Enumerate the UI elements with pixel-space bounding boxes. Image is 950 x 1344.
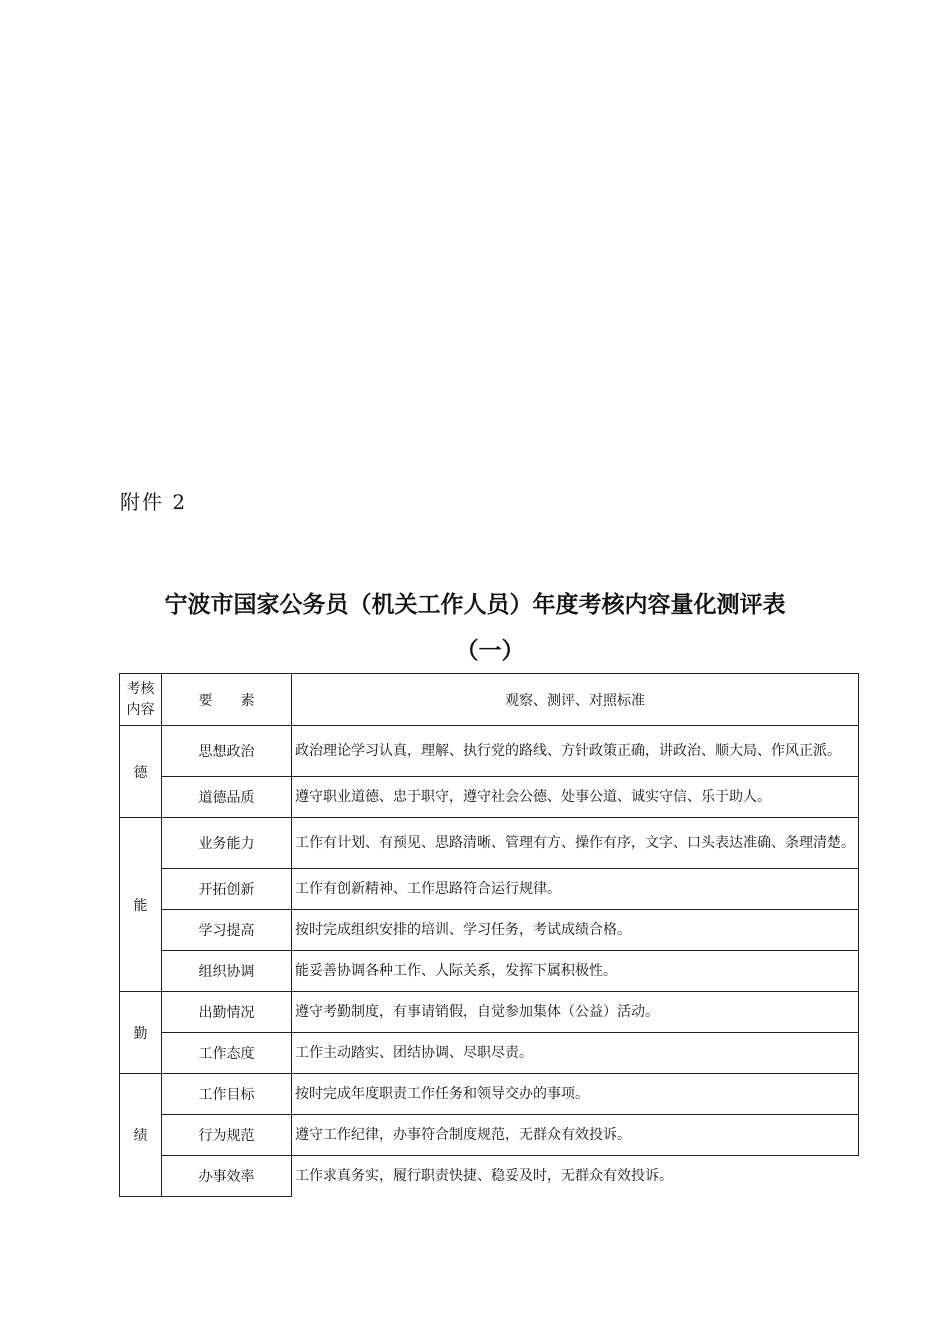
- standard-cell: 遵守考勤制度，有事请销假，自觉参加集体（公益）活动。: [292, 992, 859, 1033]
- header-category-text: 考核内容: [126, 680, 155, 718]
- attachment-label: 附件 2: [120, 490, 188, 514]
- factor-cell: 开拓创新: [162, 869, 292, 910]
- standard-cell: 工作主动踏实、团结协调、尽职尽责。: [292, 1033, 859, 1074]
- header-standard: 观察、测评、对照标准: [292, 674, 859, 726]
- standard-cell: 能妥善协调各种工作、人际关系，发挥下属积极性。: [292, 951, 859, 992]
- factor-cell: 工作态度: [162, 1033, 292, 1074]
- table-row: [120, 818, 859, 869]
- factor-cell: 出勤情况: [162, 992, 292, 1033]
- category-cell: 能: [120, 818, 162, 992]
- standard-cell: 遵守工作纪律，办事符合制度规范，无群众有效投诉。: [292, 1115, 859, 1156]
- table-row: [120, 1156, 859, 1197]
- category-cell: 勤: [120, 992, 162, 1074]
- factor-cell: 组织协调: [162, 951, 292, 992]
- table-header-row: [120, 674, 859, 726]
- category-cell: 德: [120, 726, 162, 818]
- factor-cell: 思想政治: [162, 726, 292, 777]
- standard-cell: 按时完成组织安排的培训、学习任务，考试成绩合格。: [292, 910, 859, 951]
- standard-cell: 按时完成年度职责工作任务和领导交办的事项。: [292, 1074, 859, 1115]
- standard-cell: 工作有计划、有预见、思路清晰、管理有方、操作有序，文字、口头表达准确、条理清楚。: [292, 818, 859, 869]
- factor-cell: 行为规范: [162, 1115, 292, 1156]
- factor-cell: 办事效率: [162, 1156, 292, 1197]
- standard-cell: 工作求真务实，履行职责快捷、稳妥及时，无群众有效投诉。: [292, 1156, 859, 1197]
- table-row: [120, 1033, 859, 1074]
- table-row: [120, 726, 859, 777]
- factor-cell: 学习提高: [162, 910, 292, 951]
- table-row: [120, 777, 859, 818]
- table-row: [120, 992, 859, 1033]
- standard-cell: 工作有创新精神、工作思路符合运行规律。: [292, 869, 859, 910]
- table-row: [120, 1115, 859, 1156]
- table-row: [120, 1074, 859, 1115]
- header-category: [120, 674, 162, 726]
- assessment-table: [119, 673, 859, 1197]
- standard-cell: 遵守职业道德、忠于职守，遵守社会公德、处事公道、诚实守信、乐于助人。: [292, 777, 859, 818]
- document-title: 宁波市国家公务员（机关工作人员）年度考核内容量化测评表: [164, 592, 786, 618]
- standard-cell: 政治理论学习认真，理解、执行党的路线、方针政策正确，讲政治、顺大局、作风正派。: [292, 726, 859, 777]
- factor-cell: 业务能力: [162, 818, 292, 869]
- document-subtitle: （一）: [455, 638, 525, 664]
- table-row: [120, 910, 859, 951]
- header-factor: 要 素: [162, 674, 292, 726]
- factor-cell: 工作目标: [162, 1074, 292, 1115]
- table-row: [120, 869, 859, 910]
- table-row: [120, 951, 859, 992]
- category-cell: 绩: [120, 1074, 162, 1197]
- factor-cell: 道德品质: [162, 777, 292, 818]
